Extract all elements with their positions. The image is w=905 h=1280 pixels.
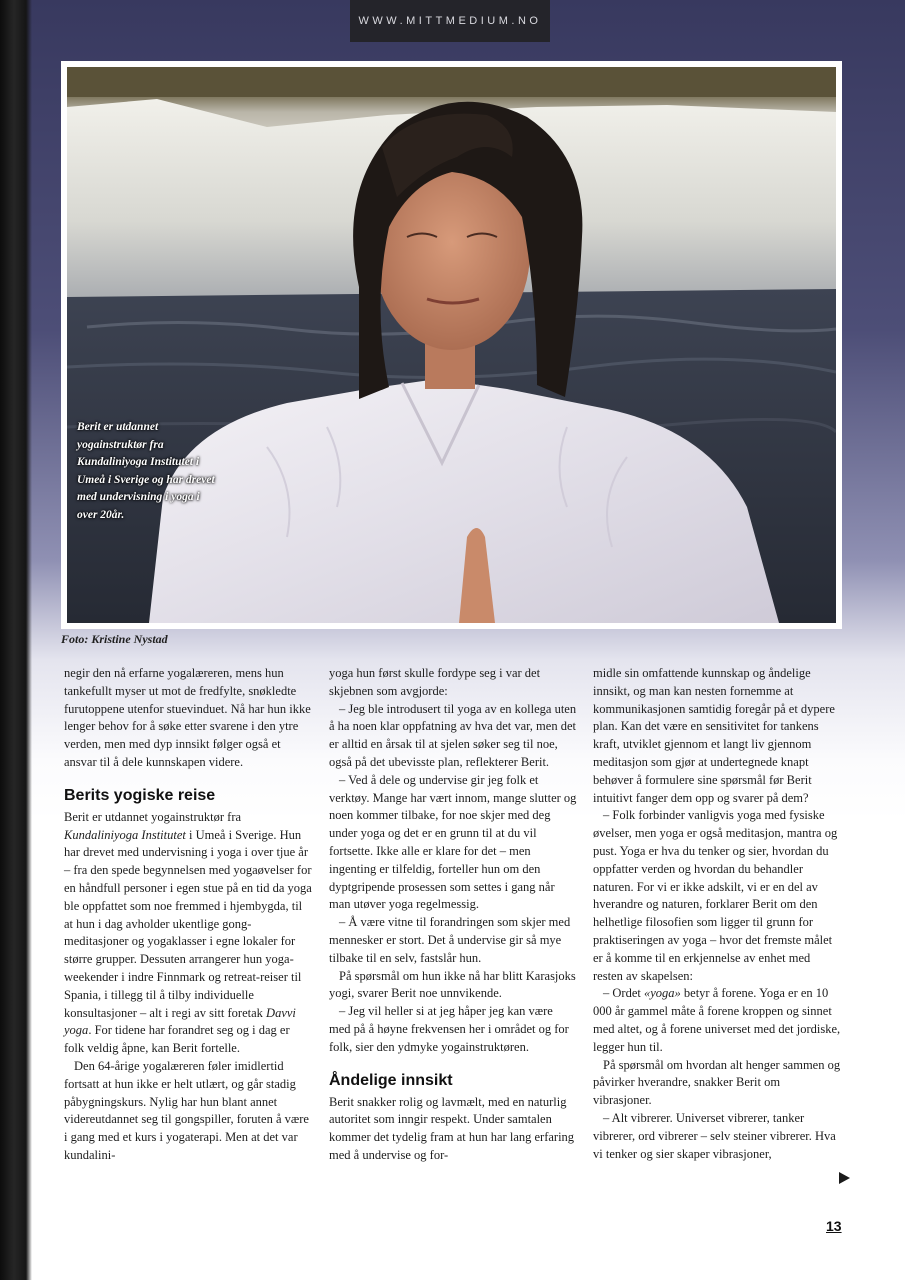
paragraph: Den 64-årige yogalæreren føler imidlertid fortsatt at hun ikke er helt utlært, og går stadig påbygningskurs. Nylig har hun blant annet videreutdannet seg til gongspiller, foruten å være i gang med et kurs i yogaterapi. Men at det var kundalini- [64,1058,309,1162]
text-column-2 [329,665,577,1165]
photo-credit: Foto: Kristine Nystad [61,632,168,646]
continue-arrow-icon [839,1172,850,1184]
waterfall-portrait-photo [67,67,836,623]
text-column-3 [593,665,841,1163]
paragraph: Berit er utdannet yogainstruktør fra Kundaliniyoga Institutet i Umeå i Sverige. Hun har drevet med undervisning i yoga i over tjue år – fra den spede begynnelsen med yogaøvelser for en håndfull personer i egen stue på en tid da yoga ble oppfattet som noe fremmed i hjembygda, til at hun i dag avholder ukentlige gong-meditasjoner og yogaklasser i egne lokaler for større grupper. Dessuten arrangerer hun yoga-weekender i indre Finnmark og retreat-reiser til Spania, i tillegg til å tilby individuelle konsultasjoner – alt i regi av sitt foretak Davvi yoga. For tidene har forandret seg og i dag er folk veldig åpne, kan Berit fortelle. [64,809,312,1056]
photo-caption: Berit er utdannet yogainstruktør fra Kundaliniyoga Institutet i Umeå i Sverige og har drevet med undervisning i yoga i over 20år. [77,421,215,521]
paragraph: – Folk forbinder vanligvis yoga med fysiske øvelser, men yoga er også meditasjon, mantra og pust. Yoga er hva du tenker og sier, hvordan du oppfatter verden og hvordan du behandler naturen. For vi er ikke adskilt, vi er en del av hverandre og naturen, forklarer Berit om den helhetlige filosofien som ligger til grunn for praktiseringen av yoga – hvor det fremste målet er å komme til en erkjennelse av enhet med resten av skapelsen: [593,808,838,983]
paragraph: – Å være vitne til forandringen som skjer med mennesker er stort. Det å undervise gir så mye tilbake til en selv, fastslår hun. [329,915,571,965]
paragraph: Berit snakker rolig og lavmælt, med en naturlig autoritet som inngir respekt. Under samtalen kommer det tydelig fram at hun har lang erfaring med å undervise og for- [329,1094,575,1162]
page-binding-shadow [0,0,32,1280]
paragraph: – Alt vibrerer. Universet vibrerer, tanker vibrerer, ord vibrerer – selv steiner vibrerer. Hva vi tenker og sier skaper vibrasjoner, [593,1110,836,1161]
paragraph: På spørsmål om hun ikke nå har blitt Karasjoks yogi, svarer Berit noe unnvikende. [329,968,576,1001]
photo-illustration [67,67,836,623]
paragraph: midle sin omfattende kunnskap og åndelige innsikt, og man kan nesten fornemme at kommunikasjonen samtidig foregår på et dypere plan. Kan det være en sensitivitet for tankens kraft, utviklet gjennom et langt liv gjennom meditasjon som gjør at undertegnede knapt behøver å formulere sine spørsmål før Berit intuitivt fanger dem opp og svarer på dem? [593,666,835,805]
paragraph: På spørsmål om hvordan alt henger sammen og påvirker hverandre, snakker Berit om vibrasjoner. [593,1057,841,1108]
section-heading: Åndelige innsikt [329,1071,453,1089]
paragraph: – Ordet «yoga» betyr å forene. Yoga er en 10 000 år gammel måte å forene kroppen og sinnet med altet, og å forene universet med det jordiske, legger hun til. [593,986,841,1054]
text-column-1 [64,665,312,1165]
paragraph: yoga hun først skulle fordype seg i var det skjebnen som avgjorde: [329,666,541,698]
treeline [67,67,836,97]
section-heading: Berits yogiske reise [64,786,216,804]
page-number: 13 [826,1218,842,1234]
paragraph: – Ved å dele og undervise gir jeg folk et verktøy. Mange har vært innom, mange slutter og noen kommer tilbake, for noe skjer med deg under yoga og det er en grunn til at du vil fortsette. Ikke alle er klare for det – men ingenting er tilfeldig, forteller hun om den dyptgripende prosessen som settes i gang når man utøver yoga regelmessig. [329,772,577,912]
paragraph: – Jeg vil heller si at jeg håper jeg kan være med på å høyne frekvensen her i området og for folk, sier den ydmyke yogainstruktøren. [329,1004,569,1054]
photo-frame [61,61,842,629]
paragraph: – Jeg ble introdusert til yoga av en kollega uten å ha noen klar oppfatning av hva det var, men det er alltid en årsak til at sjelen søker seg til noe, også på det ubevisste plan, reflekterer Berit. [329,701,577,769]
paragraph: negir den nå erfarne yogalæreren, mens hun tankefullt myser ut mot de fredfylte, snøkledte furutoppene utenfor stuevinduet. Nå har hun ikke lenger behov for å søke etter svarene i den ytre verden, men med dyp innsikt følger også et ansvar til å dele kunnskapen videre. [64,666,311,769]
website-url[interactable]: WWW.MITTMEDIUM.NO [350,0,550,42]
